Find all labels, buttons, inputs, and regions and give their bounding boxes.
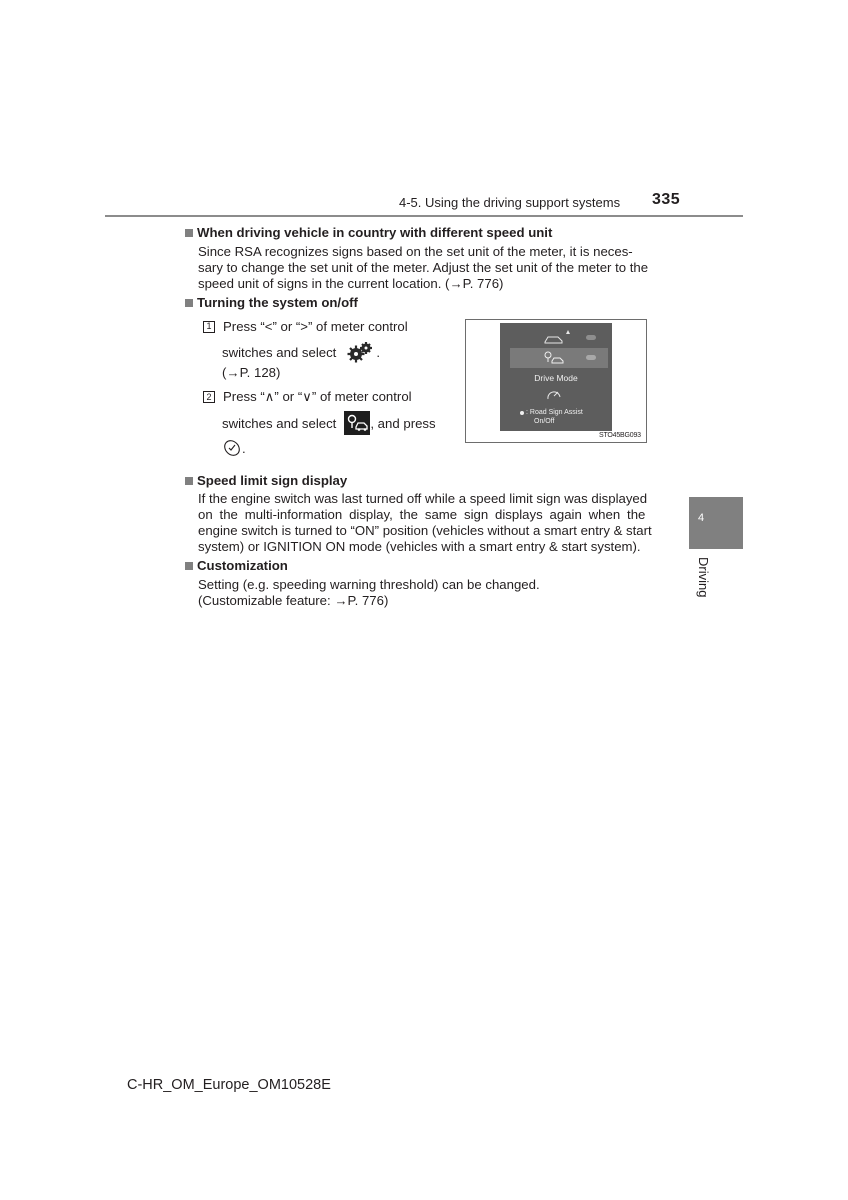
bullet-square [185, 299, 193, 307]
toggle-indicator [586, 355, 596, 360]
road-sign-assist-icon [344, 411, 370, 435]
car-warning-icon [542, 329, 582, 347]
step-2-line-2: switches and select , and press [222, 411, 436, 435]
step-1-line-3: (→P. 128) [222, 365, 281, 380]
screen-note-line-1: : Road Sign Assist [520, 409, 583, 416]
ok-switch-icon [222, 438, 242, 458]
header-rule [105, 215, 743, 217]
multi-information-display [500, 323, 612, 431]
menu-drive-mode: Drive Mode [534, 373, 578, 383]
heading-turning [185, 295, 358, 310]
heading-text: When driving vehicle in country with different speed unit [197, 225, 553, 240]
text-line: (Customizable feature: →P. 776) [198, 593, 389, 608]
heading-text: Customization [197, 558, 288, 573]
step-1-line-1 [203, 319, 408, 334]
screen-note-line-2: On/Off [534, 418, 555, 425]
heading-text: Speed limit sign display [197, 473, 348, 488]
ok-dot-icon [520, 411, 524, 415]
bullet-square [185, 562, 193, 570]
settings-gears-icon [346, 341, 374, 363]
text-line: speed unit of signs in the current location. (→P. 776) [198, 276, 504, 291]
step-text: Press “<” or “>” of meter control [223, 319, 408, 334]
page-number: 335 [652, 191, 681, 208]
text-line: If the engine switch was last turned off while a speed limit sign was displayed [198, 491, 648, 506]
step-number: 1 [203, 321, 215, 333]
text-line: engine switch is turned to “ON” position (vehicles without a smart entry & start [198, 523, 652, 538]
step-text: Press “∧” or “∨” of meter control [223, 389, 412, 404]
text-line: sary to change the set unit of the meter. Adjust the set unit of the meter to the [198, 260, 649, 275]
drive-dial-icon [544, 387, 564, 403]
chapter-label: Driving [696, 557, 711, 598]
figure-caption: STO45BG093 [599, 432, 641, 439]
text-line: on the multi-information display, the same sign displays again when the [198, 507, 646, 522]
step-1-line-2: switches and select . [222, 341, 380, 363]
step-number: 2 [203, 391, 215, 403]
footer-document-id: C-HR_OM_Europe_OM10528E [127, 1077, 331, 1093]
bullet-square [185, 229, 193, 237]
running-header: 4-5. Using the driving support systems [399, 195, 621, 210]
text-line: Since RSA recognizes signs based on the set unit of the meter, it is neces- [198, 244, 633, 259]
heading-speed-unit [185, 225, 552, 240]
menu-row-warning [514, 329, 604, 347]
paragraph-customization [198, 577, 540, 609]
text-line: system) or IGNITION ON mode (vehicles with a smart entry & start system). [198, 539, 641, 554]
road-sign-assist-icon [542, 349, 582, 367]
bullet-square [185, 477, 193, 485]
heading-text: Turning the system on/off [197, 295, 358, 310]
step-2-line-3: . [222, 438, 246, 458]
chapter-number: 4 [698, 512, 705, 524]
heading-speed-limit [185, 473, 347, 488]
step-2-line-1 [203, 389, 412, 405]
toggle-indicator [586, 335, 596, 340]
paragraph-speed-limit [198, 491, 652, 555]
menu-row-road-sign-assist [514, 349, 604, 367]
heading-customization [185, 558, 288, 573]
paragraph-speed-unit [198, 244, 658, 292]
text-line: Setting (e.g. speeding warning threshold) can be changed. [198, 577, 540, 592]
